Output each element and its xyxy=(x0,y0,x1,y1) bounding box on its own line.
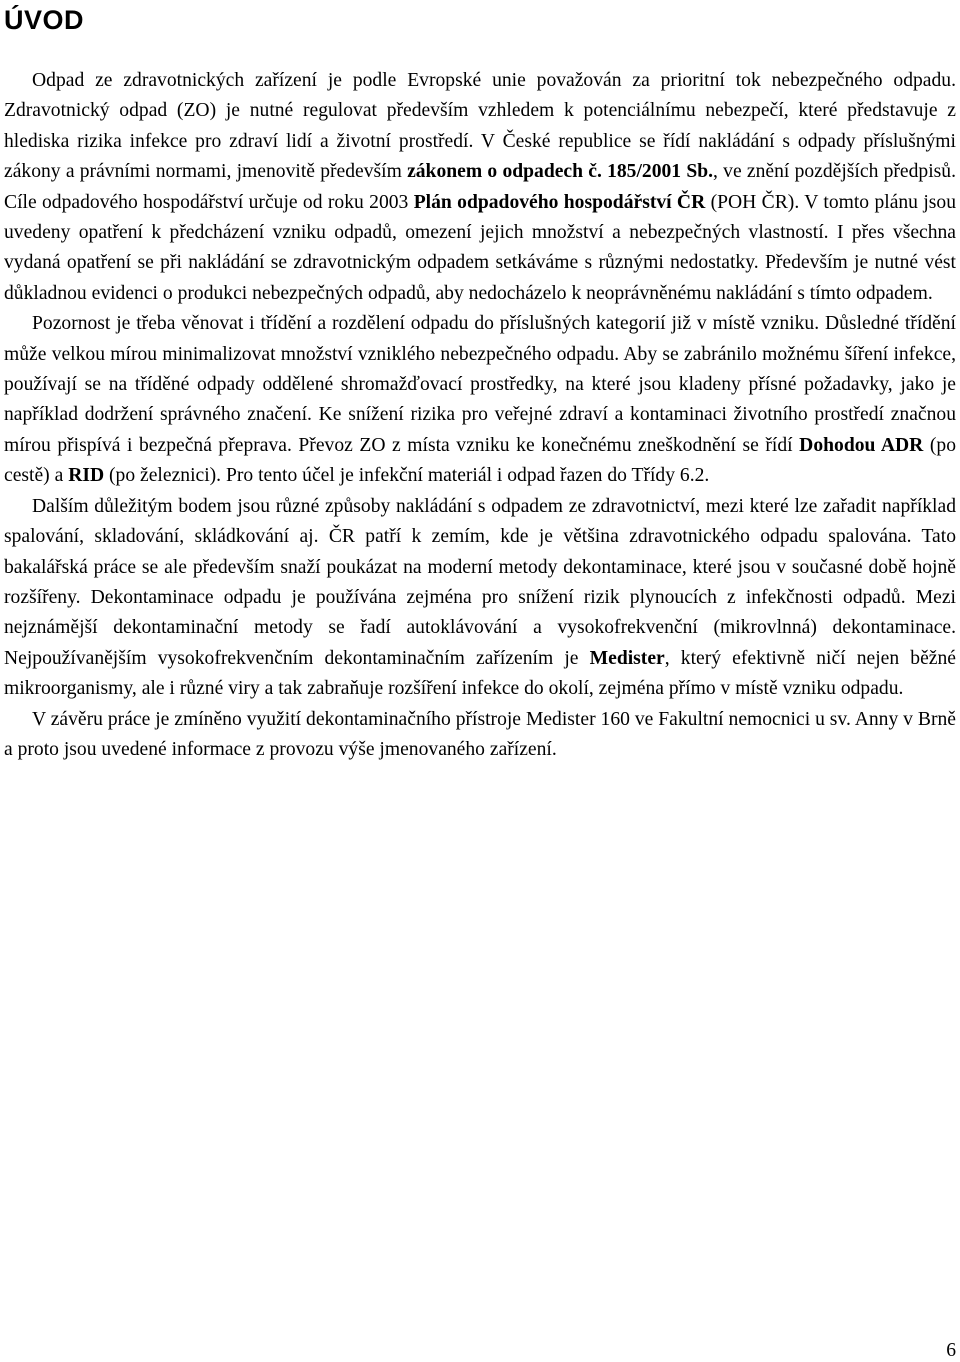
text-run: , který efektivně ničí nejen běžné mikroorganismy, ale i různé viry a tak zabraňuje rozšíření infekce do okolí, zejména přímo v místě vzniku odpadu. xyxy=(4,647,956,700)
paragraph-intro xyxy=(4,66,956,309)
paragraph-sorting xyxy=(4,309,956,491)
text-run: , ve znění pozdějších předpisů. Cíle odpadového hospodářství určuje od roku 2003 xyxy=(4,161,956,213)
page-number: 6 xyxy=(946,1340,956,1361)
text-run: (po cestě) a xyxy=(4,434,956,487)
text-run: Odpad ze zdravotnických zařízení je podle Evropské unie považován za prioritní tok nebezpečného odpadu. Zdravotnický odpad (ZO) je nutné regulovat především vzhledem k potenciálnímu nebezpečí, které představuje z hlediska rizika infekce pro zdraví lidí a životní prostředí. V České republice se řídí nakládání s odpady příslušnými zákony a právními normami, jmenovitě především xyxy=(4,70,956,183)
paragraph-disposal xyxy=(4,492,956,705)
text-run: (POH ČR). V tomto plánu jsou uvedeny opatření k předcházení vzniku odpadů, omezení jejich množství a nebezpečných vlastností. I přes všechna vydaná opatření se při nakládání se zdravotnickým odpadem setkáváme s různými nedostatky. Především je nutné vést důkladnou evidenci o produkci nebezpečných odpadů, aby nedocházelo k neoprávněnému nakládání s tímto odpadem. xyxy=(4,191,956,304)
medister-reference: Medister xyxy=(589,647,665,669)
page-title: ÚVOD xyxy=(4,5,85,35)
rid-reference: RID xyxy=(68,465,105,487)
waste-plan-reference: Plán odpadového hospodářství ČR xyxy=(413,191,706,213)
text-run: Dalším důležitým bodem jsou různé způsoby nakládání s odpadem ze zdravotnictví, mezi které lze zařadit například spalování, skladování, skládkování aj. ČR patří k zemím, kde je většina zdravotnického odpadu spalována. Tato bakalářská práce se ale především snaží poukázat na moderní metody dekontaminace, které jsou v současné době hojně rozšířeny. Dekontaminace odpadu je používána zejména pro snížení rizik plynoucích z infekčnosti odpadů. Mezi nejznámější dekontaminační metody se řadí autoklávování a vysokofrekvenční (mikrovlnná) dekontaminace. Nejpoužívanějším vysokofrekvenčním dekontaminačním zařízením je xyxy=(4,495,956,669)
paragraph-conclusion xyxy=(4,705,956,766)
adr-reference: Dohodou ADR xyxy=(799,434,924,456)
law-reference: zákonem o odpadech č. 185/2001 Sb. xyxy=(407,161,714,183)
body-text xyxy=(4,66,956,765)
text-run: (po železnici). Pro tento účel je infekční materiál i odpad řazen do Třídy 6.2. xyxy=(104,465,710,487)
text-run: Pozornost je třeba věnovat i třídění a rozdělení odpadu do příslušných kategorií již v místě vzniku. Důsledné třídění může velkou mírou minimalizovat množství vzniklého nebezpečného odpadu. Aby se zabránilo možnému šíření infekce, používají se na tříděné odpady oddělené shromažďovací prostředky, na které jsou kladeny přísné požadavky, jako je například dodržení správného značení. Ke snížení rizika pro veřejné zdraví a kontaminaci životního prostředí značnou mírou přispívá i bezpečná přeprava. Převoz ZO z místa vzniku ke konečnému zneškodnění se řídí xyxy=(4,313,956,456)
text-run: V závěru práce je zmíněno využití dekontaminačního přístroje Medister 160 ve Fakultní nemocnici u sv. Anny v Brně a proto jsou uvedené informace z provozu výše jmenovaného zařízení. xyxy=(4,708,956,760)
